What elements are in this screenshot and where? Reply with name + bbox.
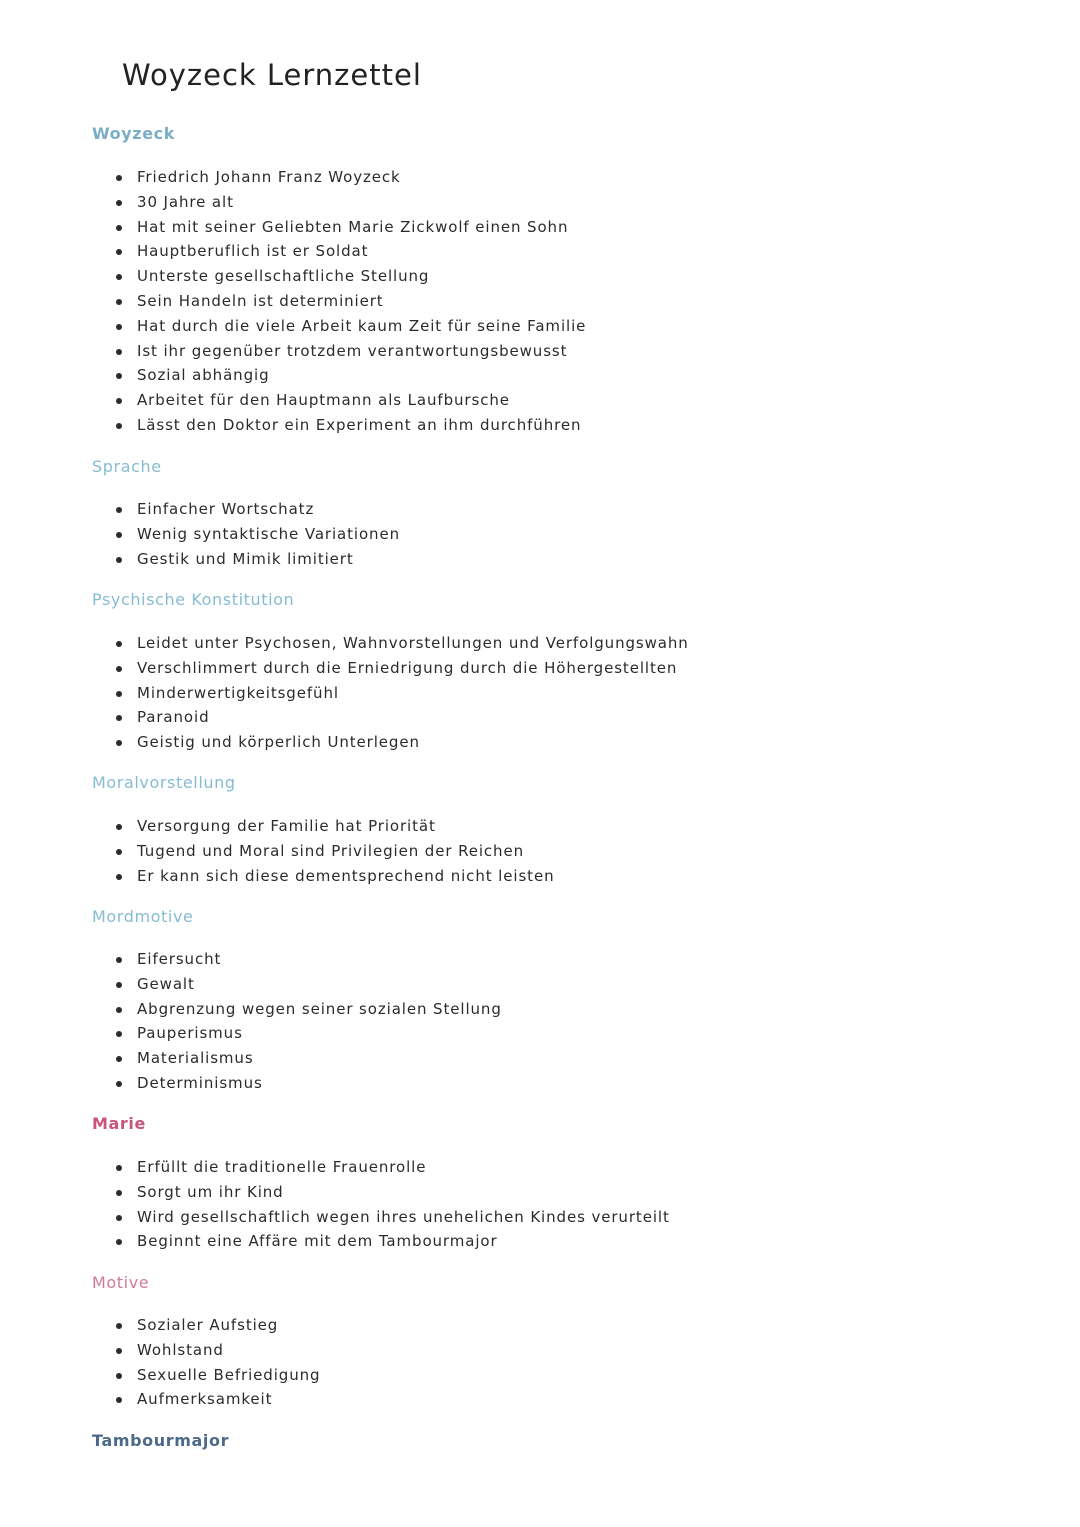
list-item: [112, 1046, 502, 1071]
list-item: [112, 1180, 670, 1205]
bullet-icon: [116, 1348, 122, 1354]
bullet-icon: [116, 874, 122, 880]
list-item: [112, 1387, 320, 1412]
bullet-icon: [116, 1215, 122, 1221]
bullet-icon: [116, 957, 122, 963]
list-sprache: [112, 497, 400, 571]
list-item-text: Leidet unter Psychosen, Wahnvorstellungen und Verfolgungswahn: [137, 634, 689, 652]
bullet-icon: [116, 1031, 122, 1037]
section-heading-moralvorstellung: Moralvorstellung: [92, 773, 236, 792]
list-item-text: Gestik und Mimik limitiert: [137, 549, 354, 568]
list-item: [112, 864, 554, 889]
list-item: [112, 165, 586, 190]
bullet-icon: [116, 200, 122, 206]
section-heading-motive: Motive: [92, 1273, 150, 1292]
list-item: [112, 413, 586, 438]
list-item: [112, 215, 586, 240]
bullet-icon: [116, 423, 122, 429]
list-item-text: Aufmerksamkeit: [137, 1390, 273, 1409]
bullet-icon: [116, 507, 122, 513]
list-item: [112, 1338, 320, 1363]
bullet-icon: [116, 373, 122, 379]
list-item-text: Unterste gesellschaftliche Stellung: [137, 267, 430, 286]
list-item: [112, 1229, 670, 1254]
bullet-icon: [116, 225, 122, 231]
list-item-text: Geistig und körperlich Unterlegen: [137, 733, 420, 752]
list-item: [112, 1313, 320, 1338]
bullet-icon: [116, 1081, 122, 1087]
list-item: [112, 730, 689, 755]
list-item-text: Beginnt eine Affäre mit dem Tambourmajor: [137, 1232, 498, 1251]
bullet-icon: [116, 1373, 122, 1379]
list-item-text: Er kann sich diese dementsprechend nicht leisten: [137, 866, 555, 885]
list-item-text: Arbeitet für den Hauptmann als Laufbursche: [137, 391, 510, 410]
list-item-text: Determinismus: [137, 1073, 263, 1092]
list-marie: [112, 1155, 670, 1254]
list-item-text: Wohlstand: [137, 1340, 224, 1359]
bullet-icon: [116, 557, 122, 563]
list-item-text: Paranoid: [137, 708, 210, 727]
list-mordmotive: [112, 947, 502, 1096]
bullet-icon: [116, 641, 122, 647]
list-item-text: Sozialer Aufstieg: [137, 1316, 279, 1334]
list-item-text: Erfüllt die traditionelle Frauenrolle: [137, 1158, 427, 1176]
list-moralvorstellung: [112, 814, 554, 888]
list-item-text: Minderwertigkeitsgefühl: [137, 683, 339, 702]
list-item: [112, 497, 400, 522]
list-item-text: Ist ihr gegenüber trotzdem verantwortungsbewusst: [137, 341, 568, 360]
list-woyzeck: [112, 165, 586, 438]
bullet-icon: [116, 691, 122, 697]
bullet-icon: [116, 824, 122, 830]
list-item-text: Eifersucht: [137, 950, 222, 968]
list-item: [112, 547, 400, 572]
list-item: [112, 239, 586, 264]
bullet-icon: [116, 274, 122, 280]
list-item: [112, 1205, 670, 1230]
bullet-icon: [116, 1007, 122, 1013]
bullet-icon: [116, 249, 122, 255]
list-item: [112, 681, 689, 706]
bullet-icon: [116, 1056, 122, 1062]
list-item-text: Lässt den Doktor ein Experiment an ihm durchführen: [137, 415, 582, 434]
list-item-text: Abgrenzung wegen seiner sozialen Stellung: [137, 999, 502, 1018]
list-item-text: Tugend und Moral sind Privilegien der Reichen: [137, 841, 525, 860]
list-item-text: Pauperismus: [137, 1024, 243, 1043]
section-heading-tambourmajor: Tambourmajor: [92, 1431, 230, 1450]
bullet-icon: [116, 398, 122, 404]
list-item-text: Verschlimmert durch die Erniedrigung durch die Höhergestellten: [137, 658, 678, 677]
bullet-icon: [116, 349, 122, 355]
section-heading-woyzeck: Woyzeck: [92, 124, 175, 143]
list-item-text: Hat durch die viele Arbeit kaum Zeit für seine Familie: [137, 316, 587, 335]
bullet-icon: [116, 1397, 122, 1403]
bullet-icon: [116, 740, 122, 746]
bullet-icon: [116, 1165, 122, 1171]
list-item: [112, 972, 502, 997]
list-psychische-konstitution: [112, 631, 689, 755]
list-item: [112, 388, 586, 413]
bullet-icon: [116, 1239, 122, 1245]
bullet-icon: [116, 1190, 122, 1196]
page-title: Woyzeck Lernzettel: [122, 58, 422, 92]
list-item: [112, 1021, 502, 1046]
list-item: [112, 339, 586, 364]
bullet-icon: [116, 982, 122, 988]
list-item: [112, 264, 586, 289]
section-heading-marie: Marie: [92, 1114, 146, 1133]
list-item: [112, 705, 689, 730]
list-item: [112, 656, 689, 681]
list-item: [112, 1071, 502, 1096]
list-item-text: 30 Jahre alt: [137, 192, 234, 211]
list-item-text: Einfacher Wortschatz: [137, 500, 315, 518]
list-item-text: Gewalt: [137, 974, 195, 993]
list-item: [112, 522, 400, 547]
list-item: [112, 289, 586, 314]
list-item: [112, 1155, 670, 1180]
bullet-icon: [116, 849, 122, 855]
list-motive: [112, 1313, 320, 1412]
list-item-text: Wenig syntaktische Variationen: [137, 524, 401, 543]
bullet-icon: [116, 175, 122, 181]
list-item-text: Sein Handeln ist determiniert: [137, 291, 384, 310]
list-item-text: Hauptberuflich ist er Soldat: [137, 242, 369, 261]
list-item: [112, 314, 586, 339]
list-item-text: Friedrich Johann Franz Woyzeck: [137, 168, 401, 186]
bullet-icon: [116, 299, 122, 305]
list-item-text: Materialismus: [137, 1049, 254, 1068]
list-item: [112, 1363, 320, 1388]
list-item-text: Sorgt um ihr Kind: [137, 1182, 284, 1201]
section-heading-sprache: Sprache: [92, 457, 162, 476]
list-item-text: Versorgung der Familie hat Priorität: [137, 817, 436, 835]
bullet-icon: [116, 1323, 122, 1329]
list-item-text: Sexuelle Befriedigung: [137, 1365, 321, 1384]
list-item: [112, 997, 502, 1022]
bullet-icon: [116, 715, 122, 721]
list-item: [112, 814, 554, 839]
list-item: [112, 631, 689, 656]
bullet-icon: [116, 532, 122, 538]
list-item: [112, 839, 554, 864]
list-item-text: Hat mit seiner Geliebten Marie Zickwolf einen Sohn: [137, 217, 569, 236]
list-item-text: Wird gesellschaftlich wegen ihres unehelichen Kindes verurteilt: [137, 1207, 670, 1226]
section-heading-psychische-konstitution: Psychische Konstitution: [92, 590, 295, 609]
list-item-text: Sozial abhängig: [137, 366, 270, 385]
bullet-icon: [116, 324, 122, 330]
bullet-icon: [116, 666, 122, 672]
section-heading-mordmotive: Mordmotive: [92, 907, 194, 926]
list-item: [112, 190, 586, 215]
list-item: [112, 947, 502, 972]
list-item: [112, 363, 586, 388]
